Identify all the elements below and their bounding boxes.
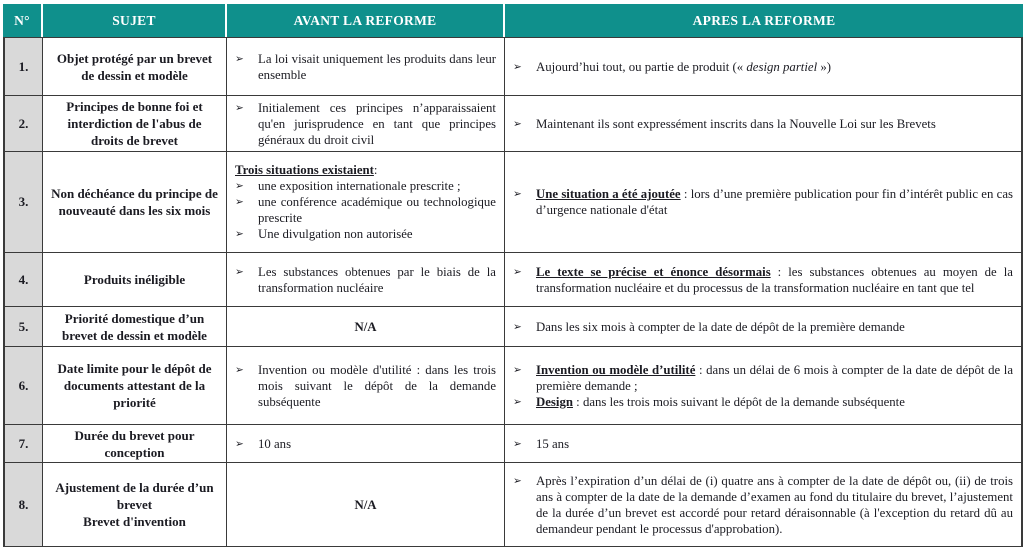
cell-text bbox=[258, 264, 496, 296]
text-segment: Une situation a été ajoutée bbox=[536, 187, 681, 201]
arrow-bullet-icon: ➢ bbox=[513, 117, 522, 130]
cell-after-reform bbox=[505, 253, 1021, 307]
table-row bbox=[5, 253, 1021, 307]
cell-subject bbox=[43, 463, 227, 546]
cell-after-reform bbox=[505, 38, 1021, 96]
subject-line: Produits inéligible bbox=[83, 272, 186, 287]
text-segment: : dans les trois mois suivant le dépôt de la demande subséquente bbox=[572, 394, 905, 409]
arrow-bullet-icon: ➢ bbox=[513, 437, 522, 450]
text-segment: Initialement ces principes n’apparaissaient qu'en jurisprudence en tant que principes généraux du droit civil bbox=[258, 100, 496, 147]
cell-after-reform bbox=[505, 347, 1021, 425]
cell-row-number: 5. bbox=[5, 307, 43, 347]
table-header-row bbox=[3, 4, 1023, 37]
cell-subject bbox=[43, 253, 227, 307]
cell-after-reform bbox=[505, 307, 1021, 347]
bullet-item bbox=[513, 59, 1013, 75]
cell-row-number: 4. bbox=[5, 253, 43, 307]
text-segment: Invention ou modèle d'utilité : dans les trois mois suivant le dépôt de la demande subséquente bbox=[258, 362, 496, 409]
text-segment: : lors d’une première publication pour fin d’intérêt public en cas d’urgence nationale d'état bbox=[536, 187, 1014, 217]
text-segment: Aujourd’hui tout, ou partie de produit (« bbox=[536, 59, 747, 74]
text-segment: : dans un délai de 6 mois à compter de la date de dépôt de la première demande ; bbox=[536, 362, 1013, 393]
cell-text bbox=[536, 264, 1013, 296]
cell-text bbox=[235, 162, 496, 178]
cell-row-number: 3. bbox=[5, 152, 43, 253]
bullet-item bbox=[235, 194, 496, 226]
text-segment: N/A bbox=[354, 319, 377, 334]
text-segment: Invention ou modèle d’utilité bbox=[536, 362, 696, 377]
table-row bbox=[5, 152, 1021, 253]
table-row bbox=[5, 307, 1021, 347]
text-segment: 10 ans bbox=[258, 436, 292, 451]
text-segment: 15 ans bbox=[536, 436, 570, 451]
arrow-bullet-icon: ➢ bbox=[513, 363, 522, 376]
cell-text bbox=[354, 498, 376, 512]
na-value bbox=[235, 319, 496, 335]
bullet-item bbox=[235, 100, 496, 148]
arrow-bullet-icon: ➢ bbox=[235, 265, 244, 278]
text-segment: La loi visait uniquement les produits dans leur ensemble bbox=[258, 51, 496, 82]
bullet-item bbox=[235, 178, 496, 194]
subject-line: Date limite pour le dépôt de documents attestant de la priorité bbox=[57, 361, 212, 410]
text-segment: Design bbox=[536, 394, 573, 409]
cell-row-number: 2. bbox=[5, 96, 43, 152]
arrow-bullet-icon: ➢ bbox=[235, 101, 244, 114]
arrow-bullet-icon: ➢ bbox=[235, 363, 244, 376]
cell-after-reform bbox=[505, 425, 1021, 463]
arrow-bullet-icon: ➢ bbox=[235, 437, 244, 450]
text-segment: ») bbox=[817, 59, 831, 74]
table-row bbox=[5, 96, 1021, 152]
bullet-item bbox=[235, 362, 496, 410]
cell-text bbox=[536, 362, 1013, 394]
text-segment: N/A bbox=[354, 497, 377, 512]
text-segment: une conférence académique ou technologique prescrite bbox=[258, 195, 496, 225]
cell-subject bbox=[43, 152, 227, 253]
cell-text bbox=[536, 59, 1013, 75]
cell-text bbox=[536, 319, 1013, 335]
cell-before-reform bbox=[227, 463, 505, 546]
table-row bbox=[5, 347, 1021, 425]
arrow-bullet-icon: ➢ bbox=[235, 52, 244, 65]
subject-line: Non déchéance du principe de nouveauté dans les six mois bbox=[51, 186, 218, 218]
cell-subject bbox=[43, 347, 227, 425]
subject-line: Priorité domestique d’un brevet de dessin et modèle bbox=[62, 310, 207, 343]
cell-text bbox=[536, 394, 1013, 410]
text-segment: Les substances obtenues par le biais de la transformation nucléaire bbox=[258, 264, 496, 295]
text-segment: une exposition internationale prescrite ; bbox=[258, 179, 461, 193]
cell-text bbox=[536, 186, 1013, 218]
cell-subject bbox=[43, 38, 227, 96]
cell-text bbox=[536, 473, 1013, 537]
text-segment: Le texte se précise et énonce désormais bbox=[536, 264, 771, 279]
cell-text bbox=[258, 194, 496, 226]
arrow-bullet-icon: ➢ bbox=[235, 228, 244, 240]
bullet-item bbox=[513, 473, 1013, 537]
cell-row-number: 1. bbox=[5, 38, 43, 96]
item-heading bbox=[235, 162, 496, 178]
arrow-bullet-icon: ➢ bbox=[235, 196, 244, 208]
arrow-bullet-icon: ➢ bbox=[513, 265, 522, 278]
subject-line: Durée du brevet pour conception bbox=[74, 427, 195, 460]
subject-line: Ajustement de la durée d’un brevet bbox=[55, 480, 214, 512]
cell-text bbox=[536, 116, 1013, 132]
arrow-bullet-icon: ➢ bbox=[513, 474, 522, 487]
bullet-item bbox=[513, 394, 1013, 410]
text-segment: Maintenant ils sont expressément inscrits dans la Nouvelle Loi sur les Brevets bbox=[536, 116, 936, 131]
bullet-item bbox=[235, 264, 496, 296]
cell-text bbox=[258, 362, 496, 410]
cell-text bbox=[258, 100, 496, 148]
cell-before-reform bbox=[227, 96, 505, 152]
bullet-item bbox=[235, 226, 496, 242]
arrow-bullet-icon: ➢ bbox=[513, 188, 522, 200]
text-segment: Après l’expiration d’un délai de (i) quatre ans à compter de la date de dépôt ou, (ii) de trois ans à compter de la date de la demande d’examen au fond du titulaire du brevet, l’ajustement de la durée d’un brevet est accordé pour retard déraisonnable (à l'exception du retard dû au demandeur pendant le processus d'approbation). bbox=[536, 473, 1013, 536]
table-row bbox=[5, 38, 1021, 96]
text-segment: : les substances obtenues au moyen de la transformation nucléaire et du processus de la transformation nucléaire en tant que tel bbox=[536, 264, 1013, 295]
header-cell-after: APRES LA REFORME bbox=[505, 4, 1023, 37]
na-value bbox=[235, 497, 496, 513]
table-row bbox=[5, 425, 1021, 463]
bullet-item bbox=[513, 186, 1013, 218]
subject-line: Principes de bonne foi et interdiction de l'abus de droits de brevet bbox=[66, 99, 203, 148]
arrow-bullet-icon: ➢ bbox=[513, 60, 522, 73]
comparison-table bbox=[3, 4, 1023, 547]
cell-text bbox=[258, 226, 496, 242]
header-cell-number: N° bbox=[3, 4, 43, 37]
text-segment: : bbox=[373, 163, 378, 177]
bullet-item bbox=[513, 116, 1013, 132]
subject-line: Brevet d'invention bbox=[83, 514, 186, 529]
arrow-bullet-icon: ➢ bbox=[513, 395, 522, 408]
cell-row-number: 6. bbox=[5, 347, 43, 425]
cell-row-number: 7. bbox=[5, 425, 43, 463]
cell-subject bbox=[43, 425, 227, 463]
bullet-item bbox=[513, 362, 1013, 394]
cell-before-reform bbox=[227, 38, 505, 96]
cell-row-number: 8. bbox=[5, 463, 43, 546]
header-cell-subject: SUJET bbox=[43, 4, 227, 37]
cell-before-reform bbox=[227, 425, 505, 463]
cell-before-reform bbox=[227, 347, 505, 425]
cell-subject bbox=[43, 96, 227, 152]
header-cell-before: AVANT LA REFORME bbox=[227, 4, 505, 37]
subject-line: Objet protégé par un brevet de dessin et modèle bbox=[56, 50, 213, 83]
cell-text bbox=[258, 436, 496, 452]
table-row bbox=[5, 463, 1021, 546]
cell-text bbox=[258, 178, 496, 194]
text-segment: Dans les six mois à compter de la date de dépôt de la première demande bbox=[536, 319, 905, 334]
cell-before-reform bbox=[227, 307, 505, 347]
text-segment: design partiel bbox=[746, 59, 818, 74]
cell-text bbox=[258, 51, 496, 83]
cell-before-reform bbox=[227, 152, 505, 253]
text-segment: Trois situations existaient bbox=[235, 163, 374, 177]
cell-text bbox=[354, 320, 376, 334]
cell-text bbox=[536, 436, 1013, 452]
cell-after-reform bbox=[505, 152, 1021, 253]
bullet-item bbox=[513, 264, 1013, 296]
bullet-item bbox=[235, 436, 496, 452]
cell-before-reform bbox=[227, 253, 505, 307]
bullet-item bbox=[235, 51, 496, 83]
text-segment: Une divulgation non autorisée bbox=[258, 227, 413, 241]
bullet-item bbox=[513, 436, 1013, 452]
cell-after-reform bbox=[505, 463, 1021, 546]
table-body bbox=[3, 37, 1023, 547]
bullet-item bbox=[513, 319, 1013, 335]
arrow-bullet-icon: ➢ bbox=[513, 320, 522, 333]
cell-after-reform bbox=[505, 96, 1021, 152]
arrow-bullet-icon: ➢ bbox=[235, 180, 244, 192]
cell-subject bbox=[43, 307, 227, 347]
